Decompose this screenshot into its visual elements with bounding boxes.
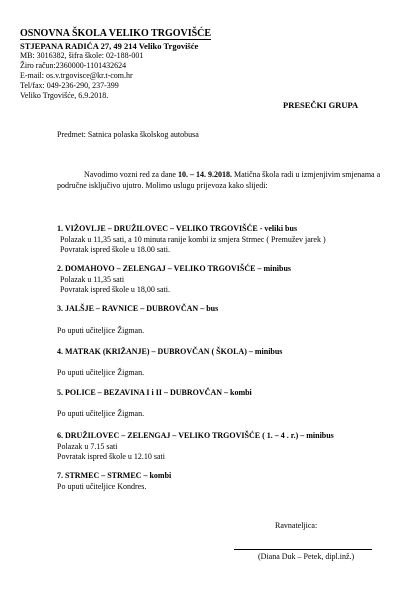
school-name: OSNOVNA ŠKOLA VELIKO TRGOVIŠĆE — [20, 28, 212, 39]
route-1-line-1: Polazak u 11,35 sati, a 10 minuta ranije kombi iz smjera Strmec ( Premužev jarek ) — [60, 235, 326, 244]
school-email: E-mail: os.v.trgovisce@kr.t-com.hr — [20, 71, 133, 80]
intro-line-1 — [84, 170, 380, 180]
route-3-line-1: Po uputi učiteljice Žigman. — [57, 326, 145, 335]
school-account: Žiro račun:2360000-1101432624 — [20, 61, 127, 70]
recipient: PRESEČKI GRUPA — [283, 100, 359, 110]
route-3-title: 3. JALŠJE – RAVNICE – DUBROVČAN – bus — [57, 304, 219, 313]
intro-dates: 10. – 14. 9.2018. — [177, 170, 232, 179]
intro-line-1-post: Matična škola radi u izmjenjivim smjenama a — [231, 170, 381, 179]
route-5-title: 5. POLICE – BEZAVINA I i II – DUBROVČAN – kombi — [57, 388, 252, 397]
route-4-line-1: Po uputi učiteljice Žigman. — [57, 368, 145, 377]
route-6-title: 6. DRUŽILOVEC – ZELENGAJ – VELIKO TRGOVIŠĆE ( 1. – 4 . r.) – minibus — [57, 431, 334, 440]
route-1-line-2: Povratak ispred škole u 18.00 sati. — [60, 245, 170, 254]
route-6-line-1: Polazak u 7.15 sati — [57, 442, 118, 451]
route-6-line-2: Povratak ispred škole u 12.10 sati — [57, 452, 165, 461]
subject-line: Predmet: Satnica polaska školskog autobusa — [57, 130, 199, 139]
route-4-title: 4. MATRAK (KRIŽANJE) – DUBROVČAN ( ŠKOLA) – minibus — [57, 347, 283, 356]
school-phone: Tel/fax: 049-236-290, 237-399 — [20, 81, 119, 90]
school-ids: MB: 3016382, šifra škole: 02-188-001 — [20, 51, 144, 60]
route-7-line-1: Po uputi učiteljice Kondres. — [57, 482, 147, 491]
route-5-line-1: Po uputi učiteljice Žigman. — [57, 409, 145, 418]
route-2-line-1: Polazak u 11,35 sati — [60, 275, 125, 284]
signature-line — [234, 549, 372, 550]
route-2-title: 2. DOMAHOVO – ZELENGAJ – VELIKO TRGOVIŠĆE – minibus — [57, 264, 292, 273]
intro-line-2: područne isključivo ujutro. Molimo uslugu prijevoza kako slijedi: — [57, 181, 268, 190]
signature-name: (Diana Duk – Petek, dipl.inž.) — [258, 552, 355, 561]
intro-line-1-pre: Navodimo vozni red za dane — [84, 170, 178, 179]
route-2-line-2: Povratak ispred škole u 18,00 sati. — [60, 285, 170, 294]
place-date: Veliko Trgovišće, 6.9.2018. — [20, 91, 109, 100]
route-7-title: 7. STRMEC – STRMEC – kombi — [57, 471, 172, 480]
route-1-title: 1. VIŽOVLJE – DRUŽILOVEC – VELIKO TRGOVIŠĆE - veliki bus — [57, 224, 298, 233]
school-address: STJEPANA RADIĆA 27, 49 214 Veliko Trgovišće — [20, 41, 199, 51]
signature-role: Ravnateljica: — [275, 521, 318, 530]
